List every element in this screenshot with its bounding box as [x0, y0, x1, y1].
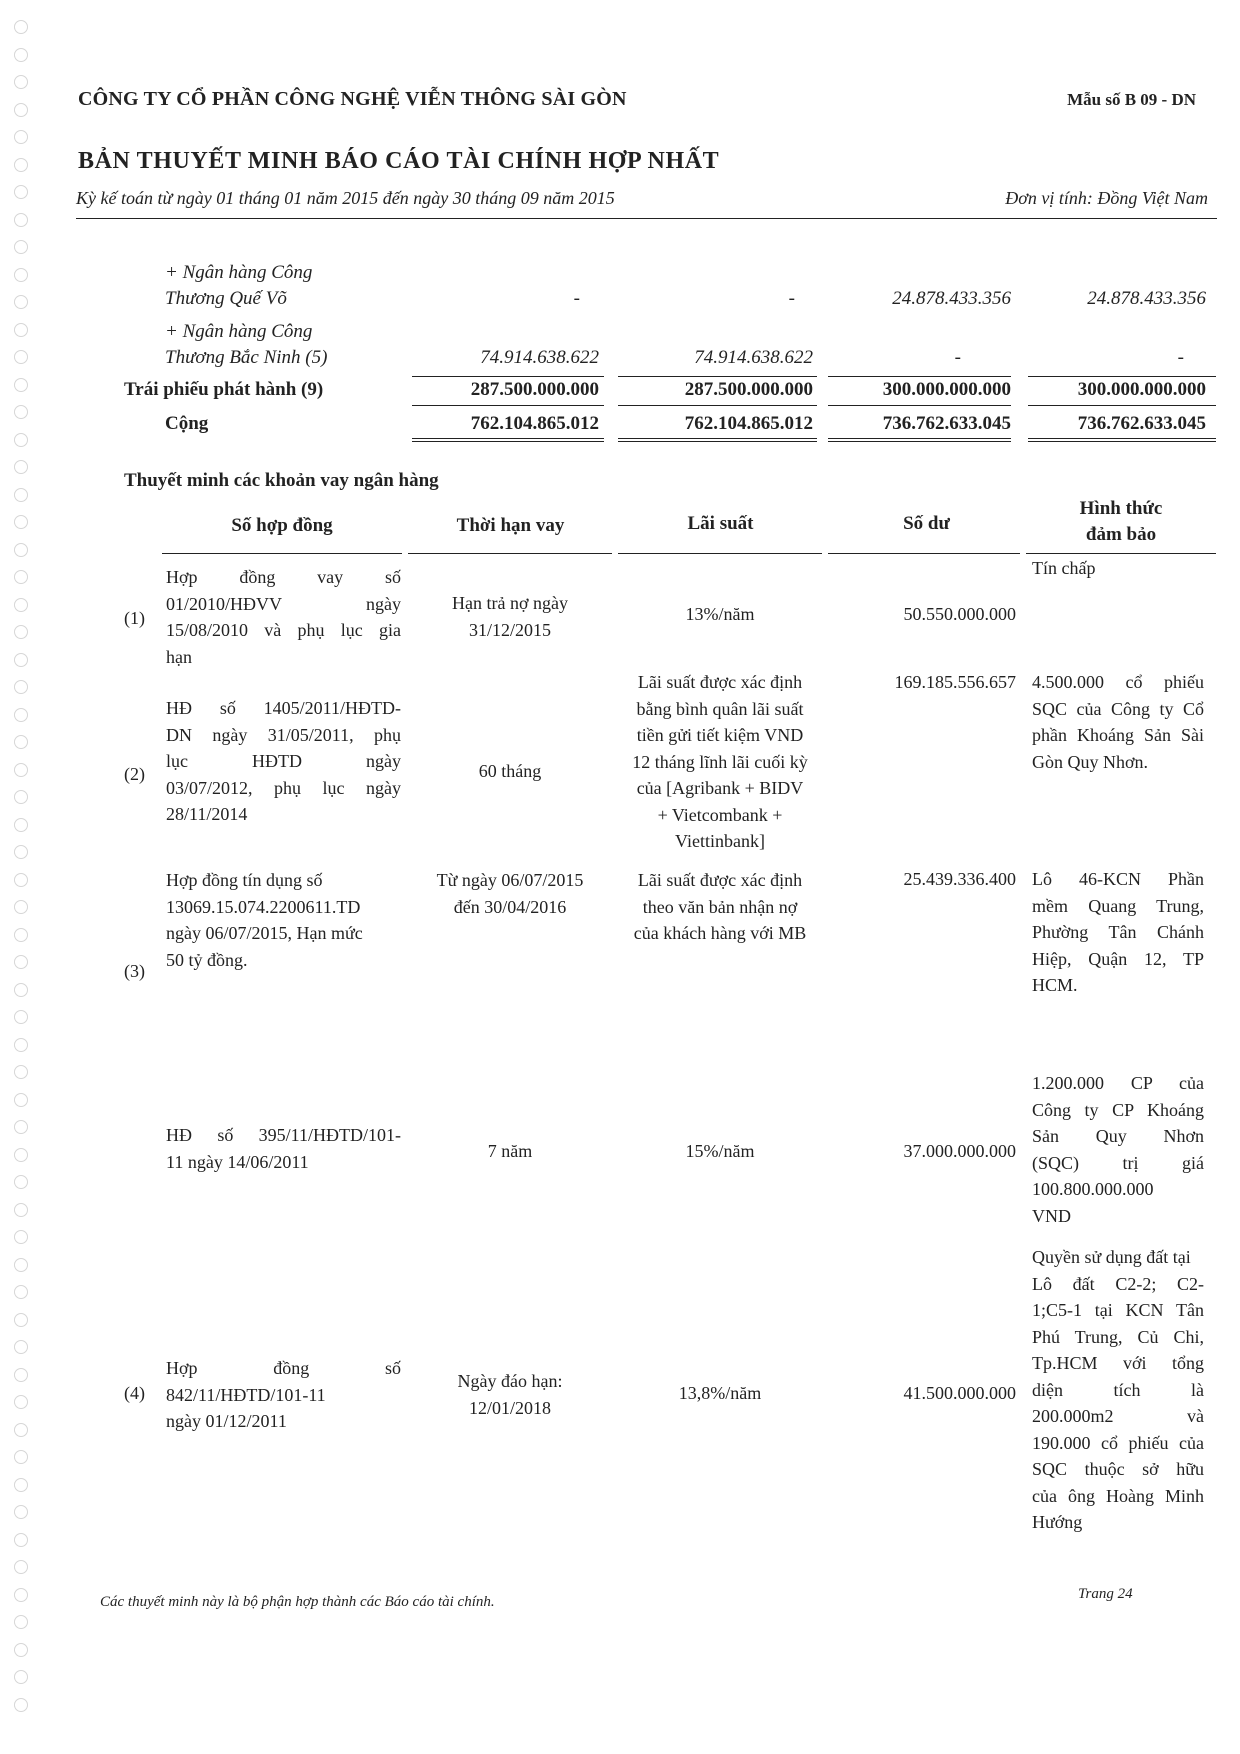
loan-contract: lục HĐTD ngày — [166, 751, 401, 771]
section-title: Thuyết minh các khoản vay ngân hàng — [124, 470, 439, 491]
loan-rate: 13,8%/năm — [678, 1383, 762, 1403]
loan-collateral: 1;C5-1 tại KCN Tân — [1032, 1300, 1204, 1320]
loan-contract: Hợp đồng vay số — [166, 567, 401, 587]
rule — [408, 553, 612, 554]
binder-hole — [14, 158, 28, 172]
document-title: BẢN THUYẾT MINH BÁO CÁO TÀI CHÍNH HỢP NHẤT — [78, 148, 720, 174]
summary-cell: 287.500.000.000 — [470, 379, 599, 400]
binder-hole — [14, 543, 28, 557]
loan-rate: Lãi suất được xác định — [637, 672, 803, 692]
loan-collateral: của ông Hoàng Minh — [1032, 1485, 1204, 1506]
loan-rate: bằng bình quân lãi suất — [636, 698, 804, 719]
loan-collateral: SQC thuộc sở hữu — [1032, 1459, 1204, 1479]
binder-hole — [14, 955, 28, 969]
summary-row-label: + Ngân hàng Công — [165, 262, 313, 283]
loan-collateral: 200.000m2 và — [1032, 1406, 1204, 1426]
header-balance: Số dư — [903, 513, 950, 534]
binder-hole — [14, 323, 28, 337]
loan-collateral: 4.500.000 cổ phiếu — [1032, 672, 1204, 692]
summary-total: 762.104.865.012 — [470, 413, 599, 434]
loan-balance: 169.185.556.657 — [894, 672, 1016, 692]
binder-hole — [14, 1148, 28, 1162]
binder-holes — [14, 20, 34, 1740]
rule — [162, 553, 402, 554]
double-rule — [618, 438, 817, 442]
binder-hole — [14, 818, 28, 832]
binder-hole — [14, 185, 28, 199]
loan-collateral: mềm Quang Trung, — [1032, 895, 1204, 916]
binder-hole — [14, 735, 28, 749]
loan-row-number: (1) — [124, 608, 145, 628]
summary-cell: 24.878.433.356 — [1087, 288, 1206, 309]
summary-cell: 74.914.638.622 — [694, 347, 813, 368]
rule — [618, 553, 822, 554]
summary-cell: 24.878.433.356 — [892, 288, 1011, 309]
loan-contract: 28/11/2014 — [166, 804, 248, 824]
binder-hole — [14, 1505, 28, 1519]
binder-hole — [14, 625, 28, 639]
binder-hole — [14, 570, 28, 584]
binder-hole — [14, 653, 28, 667]
loan-contract: ngày 01/12/2011 — [166, 1411, 287, 1431]
rule — [828, 553, 1020, 554]
loan-rate: 15%/năm — [685, 1141, 755, 1161]
double-rule — [828, 438, 1011, 442]
rule — [618, 376, 817, 377]
binder-hole — [14, 1175, 28, 1189]
rule — [1028, 405, 1216, 406]
binder-hole — [14, 708, 28, 722]
loan-contract: Hợp đồng tín dụng số — [166, 870, 323, 890]
form-number: Mẫu số B 09 - DN — [1067, 90, 1196, 109]
header-term: Thời hạn vay — [456, 515, 565, 536]
summary-row-label: Trái phiếu phát hành (9) — [124, 379, 324, 400]
summary-cell: 300.000.000.000 — [882, 379, 1011, 400]
loan-contract: 13069.15.074.2200611.TD — [166, 896, 361, 917]
binder-hole — [14, 1670, 28, 1684]
loan-contract: HĐ số 395/11/HĐTD/101- — [166, 1125, 401, 1145]
binder-hole — [14, 240, 28, 254]
summary-total: 736.762.633.045 — [882, 413, 1011, 434]
binder-hole — [14, 1450, 28, 1464]
binder-hole — [14, 1120, 28, 1134]
loan-term: 60 tháng — [478, 761, 542, 781]
loan-contract: 15/08/2010 và phụ lục gia — [166, 620, 401, 640]
binder-hole — [14, 103, 28, 117]
loan-rate: theo văn bản nhận nợ — [642, 896, 798, 917]
loan-row-number: (4) — [124, 1383, 145, 1403]
loan-rate: tiền gửi tiết kiệm VND — [636, 725, 804, 745]
binder-hole — [14, 983, 28, 997]
loan-balance: 37.000.000.000 — [903, 1141, 1016, 1161]
binder-hole — [14, 1533, 28, 1547]
loan-collateral: (SQC) trị giá — [1032, 1152, 1204, 1173]
page-number: Trang 24 — [1078, 1586, 1133, 1602]
loan-collateral: Tp.HCM với tổng — [1032, 1353, 1204, 1373]
loan-collateral: VND — [1032, 1205, 1071, 1226]
loan-term: đến 30/04/2016 — [453, 896, 567, 917]
loan-contract: 01/2010/HĐVV ngày — [166, 593, 401, 614]
binder-hole — [14, 433, 28, 447]
header-contract: Số hợp đồng — [231, 515, 333, 536]
loan-collateral: diện tích là — [1032, 1379, 1204, 1400]
summary-row-label: Thương Quế Võ — [165, 288, 287, 309]
binder-hole — [14, 900, 28, 914]
reporting-period: Kỳ kế toán từ ngày 01 tháng 01 năm 2015 đến ngày 30 tháng 09 năm 2015 — [76, 188, 615, 208]
loan-term: 7 năm — [487, 1141, 533, 1161]
rule — [412, 405, 604, 406]
summary-cell: - — [573, 288, 580, 309]
loan-term: 12/01/2018 — [468, 1397, 551, 1418]
summary-cell: - — [788, 288, 795, 309]
binder-hole — [14, 845, 28, 859]
loan-contract: 03/07/2012, phụ lục ngày — [166, 777, 401, 798]
loan-collateral: Quyền sử dụng đất tại — [1032, 1247, 1191, 1267]
company-name: CÔNG TY CỔ PHẦN CÔNG NGHỆ VIỄN THÔNG SÀI GÒN — [78, 88, 627, 110]
loan-contract: 11 ngày 14/06/2011 — [166, 1151, 309, 1172]
binder-hole — [14, 213, 28, 227]
loan-term: Hạn trả nợ ngày — [452, 593, 568, 613]
loan-rate: + Vietcombank + — [657, 804, 783, 825]
summary-row-label: + Ngân hàng Công — [165, 321, 313, 342]
binder-hole — [14, 1368, 28, 1382]
loan-balance: 25.439.336.400 — [903, 869, 1016, 889]
loan-rate: của khách hàng với MB — [633, 923, 807, 943]
binder-hole — [14, 1258, 28, 1272]
summary-cell: - — [954, 347, 961, 368]
binder-hole — [14, 1340, 28, 1354]
loan-contract: Hợp đồng số — [166, 1358, 401, 1378]
summary-total-label: Cộng — [165, 413, 209, 434]
loan-contract: 50 tỷ đồng. — [166, 949, 248, 970]
summary-cell: 287.500.000.000 — [684, 379, 813, 400]
binder-hole — [14, 75, 28, 89]
loan-contract: HĐ số 1405/2011/HĐTD- — [166, 698, 401, 718]
loan-rate: 12 tháng lĩnh lãi cuối kỳ — [632, 751, 808, 772]
binder-hole — [14, 873, 28, 887]
header-rate: Lãi suất — [687, 513, 754, 534]
binder-hole — [14, 1313, 28, 1327]
loan-collateral: 190.000 cổ phiếu của — [1032, 1432, 1204, 1453]
summary-total: 762.104.865.012 — [684, 413, 813, 434]
loan-term: Ngày đáo hạn: — [457, 1371, 563, 1391]
loan-collateral: Công ty CP Khoáng — [1032, 1099, 1204, 1120]
loan-rate: 13%/năm — [685, 604, 755, 624]
binder-hole — [14, 1588, 28, 1602]
double-rule — [412, 438, 604, 442]
binder-hole — [14, 515, 28, 529]
summary-total: 736.762.633.045 — [1077, 413, 1206, 434]
double-rule — [1028, 438, 1216, 442]
loan-collateral: Tín chấp — [1032, 558, 1096, 578]
binder-hole — [14, 295, 28, 309]
loan-collateral: 1.200.000 CP của — [1032, 1073, 1204, 1093]
loan-contract: 842/11/HĐTD/101-11 — [166, 1384, 326, 1405]
loan-collateral: SQC của Công ty Cổ — [1032, 698, 1204, 719]
binder-hole — [14, 1643, 28, 1657]
loan-collateral: Lô 46-KCN Phần — [1032, 869, 1204, 889]
loan-collateral: 100.800.000.000 — [1032, 1179, 1154, 1199]
binder-hole — [14, 268, 28, 282]
binder-hole — [14, 1560, 28, 1574]
loan-rate: của [Agribank + BIDV — [636, 778, 804, 798]
binder-hole — [14, 1203, 28, 1217]
rule — [828, 376, 1011, 377]
binder-hole — [14, 1478, 28, 1492]
loan-row-number: (2) — [124, 764, 145, 784]
binder-hole — [14, 488, 28, 502]
binder-hole — [14, 130, 28, 144]
binder-hole — [14, 1395, 28, 1409]
loan-contract: ngày 06/07/2015, Hạn mức — [166, 923, 363, 943]
loan-term: Từ ngày 06/07/2015 — [436, 870, 584, 890]
loan-collateral: HCM. — [1032, 975, 1078, 995]
binder-hole — [14, 20, 28, 34]
summary-cell: 74.914.638.622 — [480, 347, 599, 368]
binder-hole — [14, 1093, 28, 1107]
loan-collateral: Hiệp, Quận 12, TP — [1032, 948, 1204, 969]
binder-hole — [14, 1065, 28, 1079]
binder-hole — [14, 1010, 28, 1024]
loan-collateral: Sản Quy Nhơn — [1032, 1126, 1204, 1146]
header-collateral: đảm bảo — [1085, 524, 1157, 545]
summary-cell: 300.000.000.000 — [1077, 379, 1206, 400]
currency-unit: Đơn vị tính: Đồng Việt Nam — [1005, 188, 1208, 208]
summary-cell: - — [1177, 347, 1184, 368]
binder-hole — [14, 460, 28, 474]
binder-hole — [14, 1038, 28, 1052]
binder-hole — [14, 790, 28, 804]
loan-collateral: Phường Tân Chánh — [1032, 922, 1204, 942]
loan-collateral: Lô đất C2-2; C2- — [1032, 1273, 1204, 1294]
footer-note: Các thuyết minh này là bộ phận hợp thành các Báo cáo tài chính. — [100, 1594, 495, 1610]
binder-hole — [14, 763, 28, 777]
rule — [412, 376, 604, 377]
loan-contract: DN ngày 31/05/2011, phụ — [166, 724, 401, 745]
loan-collateral: Phú Trung, Củ Chi, — [1032, 1326, 1204, 1347]
loan-balance: 41.500.000.000 — [903, 1383, 1016, 1403]
rule — [1028, 376, 1216, 377]
loan-rate: Viettinbank] — [675, 831, 765, 851]
loan-term: 31/12/2015 — [468, 619, 551, 640]
binder-hole — [14, 48, 28, 62]
rule — [828, 405, 1011, 406]
binder-hole — [14, 598, 28, 612]
binder-hole — [14, 1698, 28, 1712]
header-divider — [76, 218, 1217, 219]
summary-row-label: Thương Bắc Ninh (5) — [165, 347, 328, 368]
loan-rate: Lãi suất được xác định — [637, 870, 803, 890]
binder-hole — [14, 928, 28, 942]
rule — [1026, 553, 1216, 554]
loan-collateral: Hướng — [1032, 1512, 1083, 1532]
binder-hole — [14, 680, 28, 694]
loan-collateral: Gòn Quy Nhơn. — [1032, 751, 1149, 772]
loan-collateral: phần Khoáng Sản Sài — [1032, 725, 1204, 745]
binder-hole — [14, 378, 28, 392]
loan-contract: hạn — [166, 646, 192, 667]
header-collateral: Hình thức — [1079, 498, 1163, 519]
loan-row-number: (3) — [124, 961, 145, 981]
binder-hole — [14, 1423, 28, 1437]
binder-hole — [14, 1285, 28, 1299]
binder-hole — [14, 1230, 28, 1244]
rule — [618, 405, 817, 406]
binder-hole — [14, 1615, 28, 1629]
binder-hole — [14, 350, 28, 364]
loan-balance: 50.550.000.000 — [903, 604, 1016, 624]
binder-hole — [14, 405, 28, 419]
